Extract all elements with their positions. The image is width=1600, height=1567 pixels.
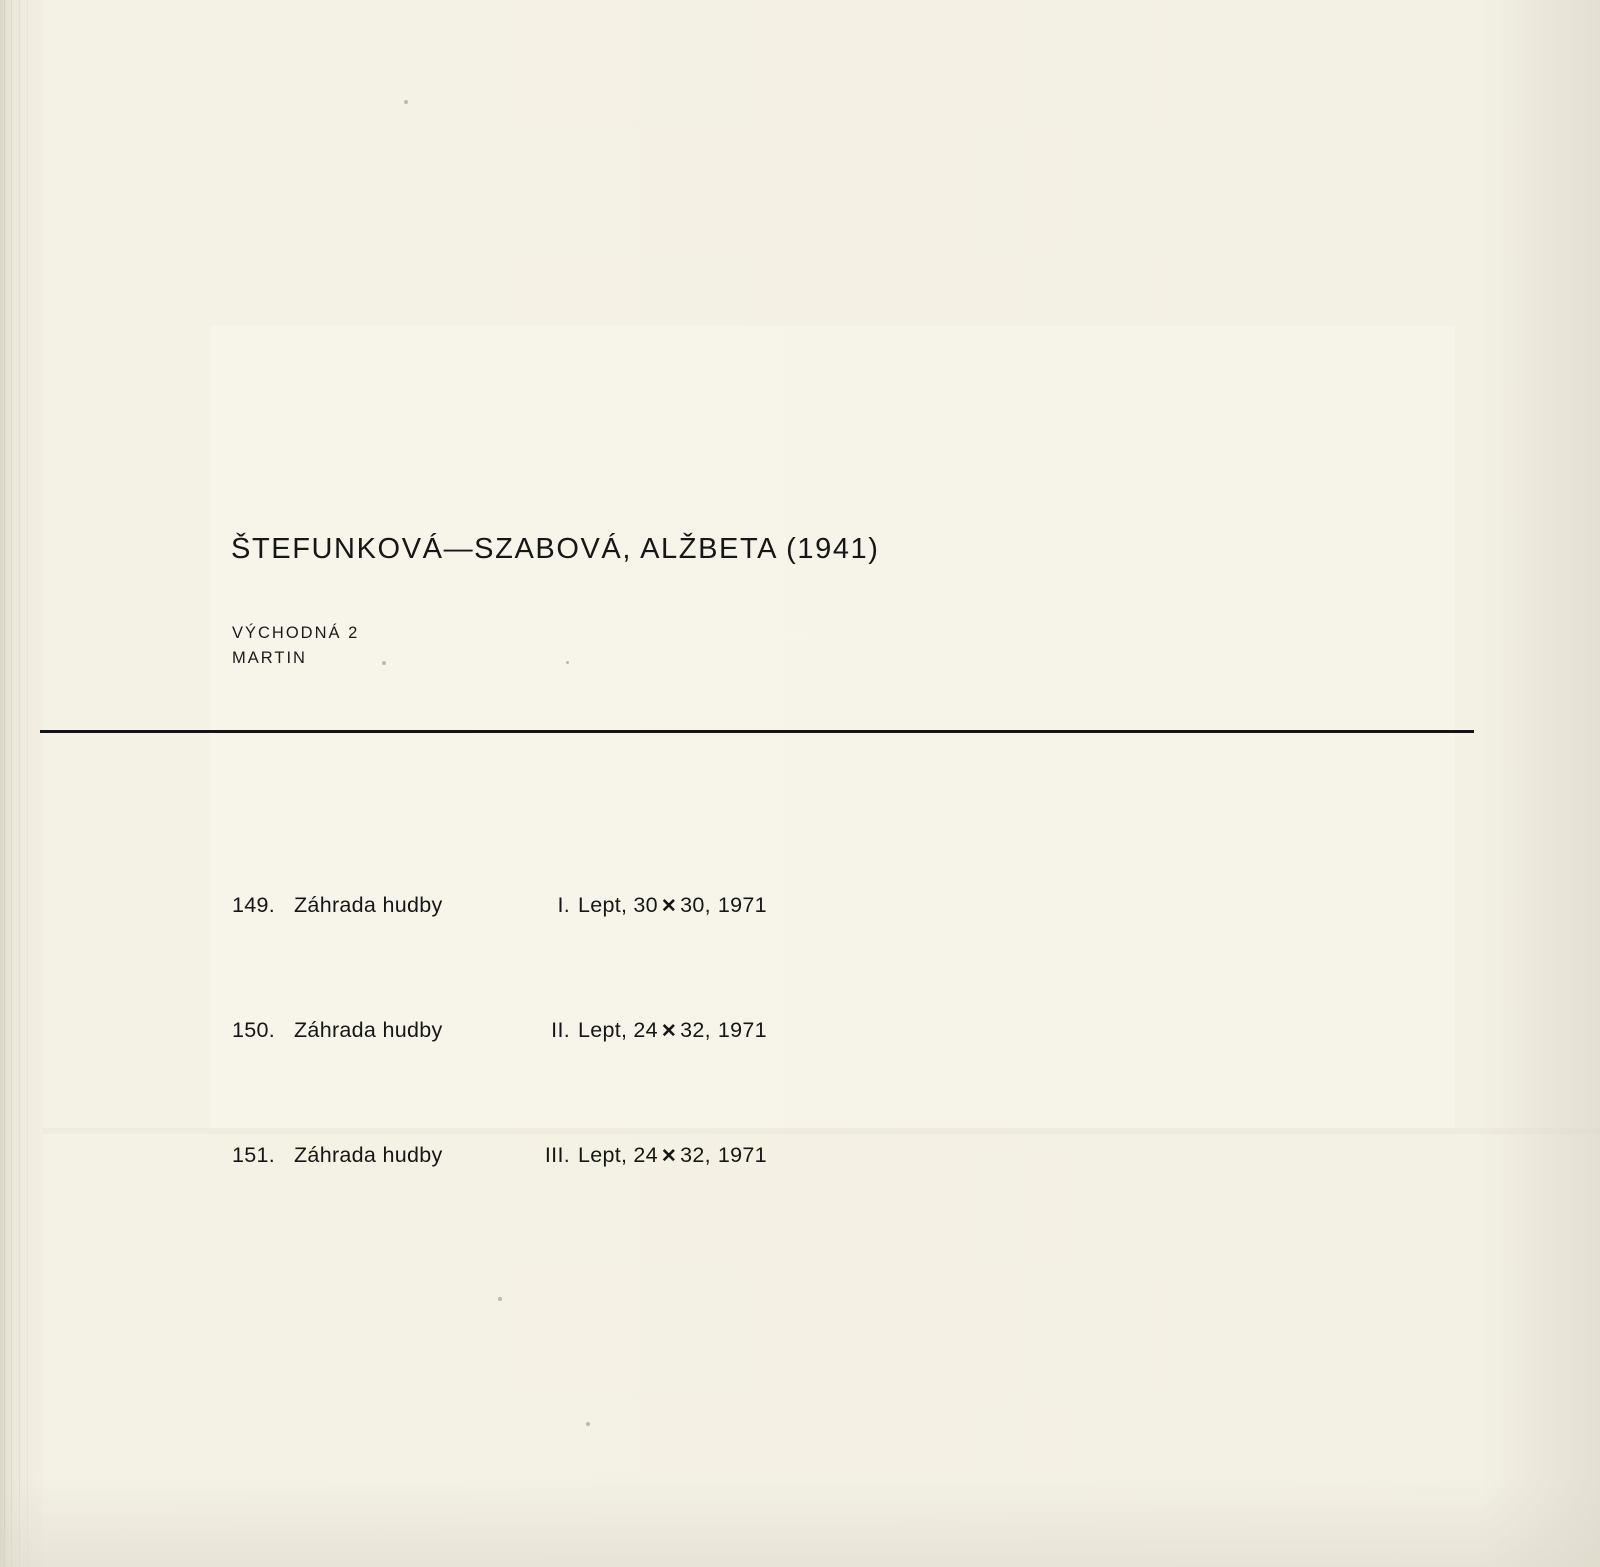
work-roman-numeral: II. [551, 1018, 570, 1042]
address-line-street: VÝCHODNÁ 2 [232, 624, 360, 642]
work-number: 149. [232, 893, 276, 917]
works-list [232, 797, 767, 1265]
work-technique: Lept, [578, 1143, 628, 1167]
multiplication-sign-icon: ✕ [660, 1021, 678, 1042]
work-technique: Lept, [578, 1018, 628, 1042]
work-number: 151. [232, 1143, 276, 1167]
work-width: 30 [633, 893, 658, 917]
list-item [232, 1015, 767, 1047]
artist-address [232, 621, 359, 671]
work-year: 1971 [717, 893, 767, 917]
work-title: Záhrada hudby [294, 1143, 443, 1167]
work-width: 24 [633, 1143, 658, 1167]
multiplication-sign-icon: ✕ [660, 896, 678, 917]
page-title: ŠTEFUNKOVÁ—SZABOVÁ, ALŽBETA (1941) [231, 533, 880, 565]
list-item [232, 890, 767, 922]
work-roman-numeral: I. [557, 893, 570, 917]
work-height: 32, [680, 1018, 711, 1042]
work-title: Záhrada hudby [294, 1018, 443, 1042]
multiplication-sign-icon: ✕ [660, 1146, 678, 1167]
work-height: 30, [680, 893, 711, 917]
work-number: 150. [232, 1018, 276, 1042]
address-line-city: MARTIN [232, 649, 307, 667]
work-technique: Lept, [578, 893, 628, 917]
horizontal-divider [40, 730, 1474, 733]
work-height: 32, [680, 1143, 711, 1167]
work-title: Záhrada hudby [294, 893, 443, 917]
work-roman-numeral: III. [544, 1143, 570, 1167]
list-item [232, 1140, 767, 1172]
work-width: 24 [633, 1018, 658, 1042]
work-year: 1971 [717, 1143, 767, 1167]
work-year: 1971 [717, 1018, 767, 1042]
